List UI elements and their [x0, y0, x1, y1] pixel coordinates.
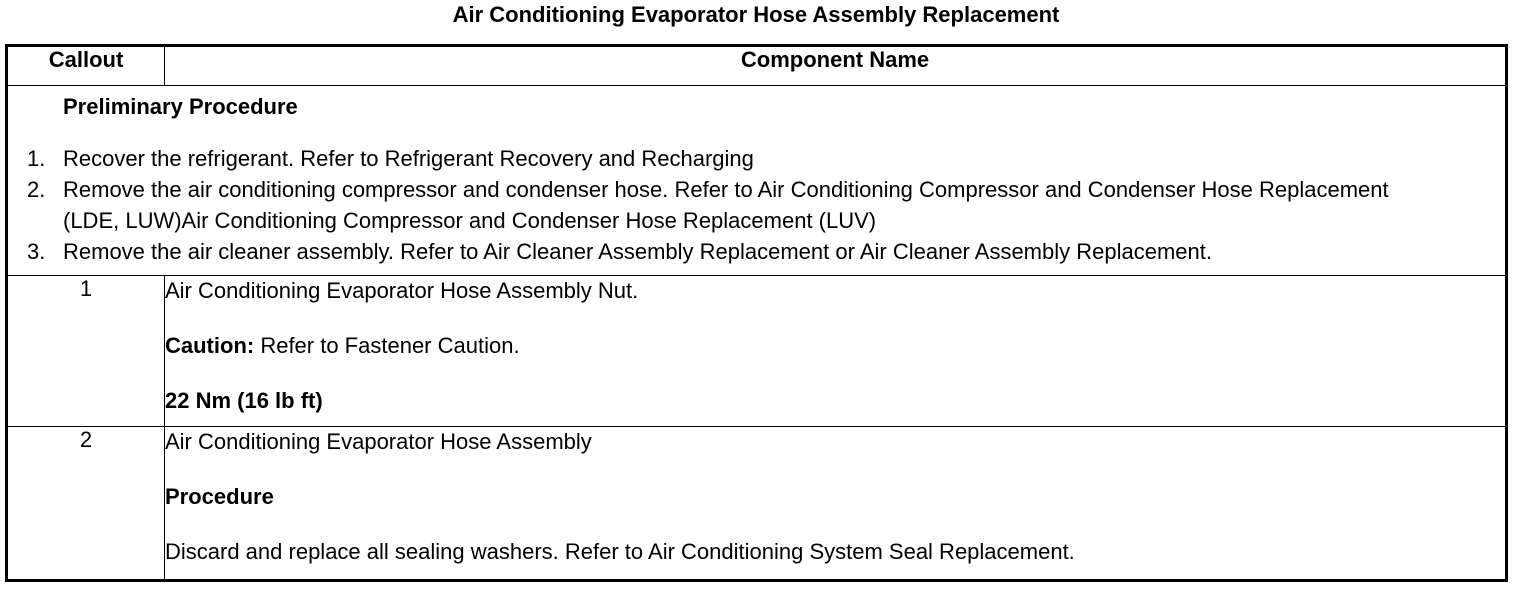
callout-cell: 2	[7, 427, 165, 581]
callout-cell: 1	[7, 276, 165, 427]
component-cell	[165, 276, 1507, 427]
list-item	[8, 143, 1505, 174]
caution-note	[165, 331, 1505, 361]
component-name: Air Conditioning Evaporator Hose Assembly Nut.	[165, 278, 639, 303]
step-text: Remove the air cleaner assembly. Refer to Air Cleaner Assembly Replacement or Air Cleaner Assembly Replacement.	[63, 239, 1212, 264]
list-item	[8, 174, 1505, 236]
preliminary-steps-list	[8, 143, 1505, 267]
torque-spec: 22 Nm (16 lb ft)	[165, 388, 323, 413]
column-header-callout: Callout	[7, 46, 165, 86]
preliminary-procedure-title: Preliminary Procedure	[63, 94, 298, 119]
step-number: 3.	[27, 239, 46, 264]
procedure-table	[5, 44, 1508, 582]
preliminary-cell	[7, 86, 1507, 276]
caution-text: Refer to Fastener Caution.	[254, 333, 520, 358]
table-row	[7, 276, 1507, 427]
column-header-component-name: Component Name	[165, 46, 1507, 86]
component-cell	[165, 427, 1507, 581]
page-title: Air Conditioning Evaporator Hose Assembly Replacement	[452, 2, 1060, 27]
procedure-label: Procedure	[165, 484, 274, 509]
caution-label: Caution:	[165, 333, 255, 358]
component-name: Air Conditioning Evaporator Hose Assembly	[165, 429, 592, 454]
procedure-text: Discard and replace all sealing washers. Refer to Air Conditioning System Seal Replacement.	[165, 539, 1075, 564]
step-number: 2.	[27, 177, 46, 202]
step-text: Remove the air conditioning compressor and condenser hose. Refer to Air Conditioning Compressor and Condenser Hose Replacement (LDE, LUW)Air Conditioning Compressor and Condenser Hose Replacement (LUV)	[63, 177, 1389, 233]
step-number: 1.	[27, 146, 46, 171]
table-header-row	[7, 46, 1507, 86]
preliminary-row	[7, 86, 1507, 276]
step-text: Recover the refrigerant. Refer to Refrigerant Recovery and Recharging	[63, 146, 754, 171]
list-item	[8, 236, 1505, 267]
table-row	[7, 427, 1507, 581]
